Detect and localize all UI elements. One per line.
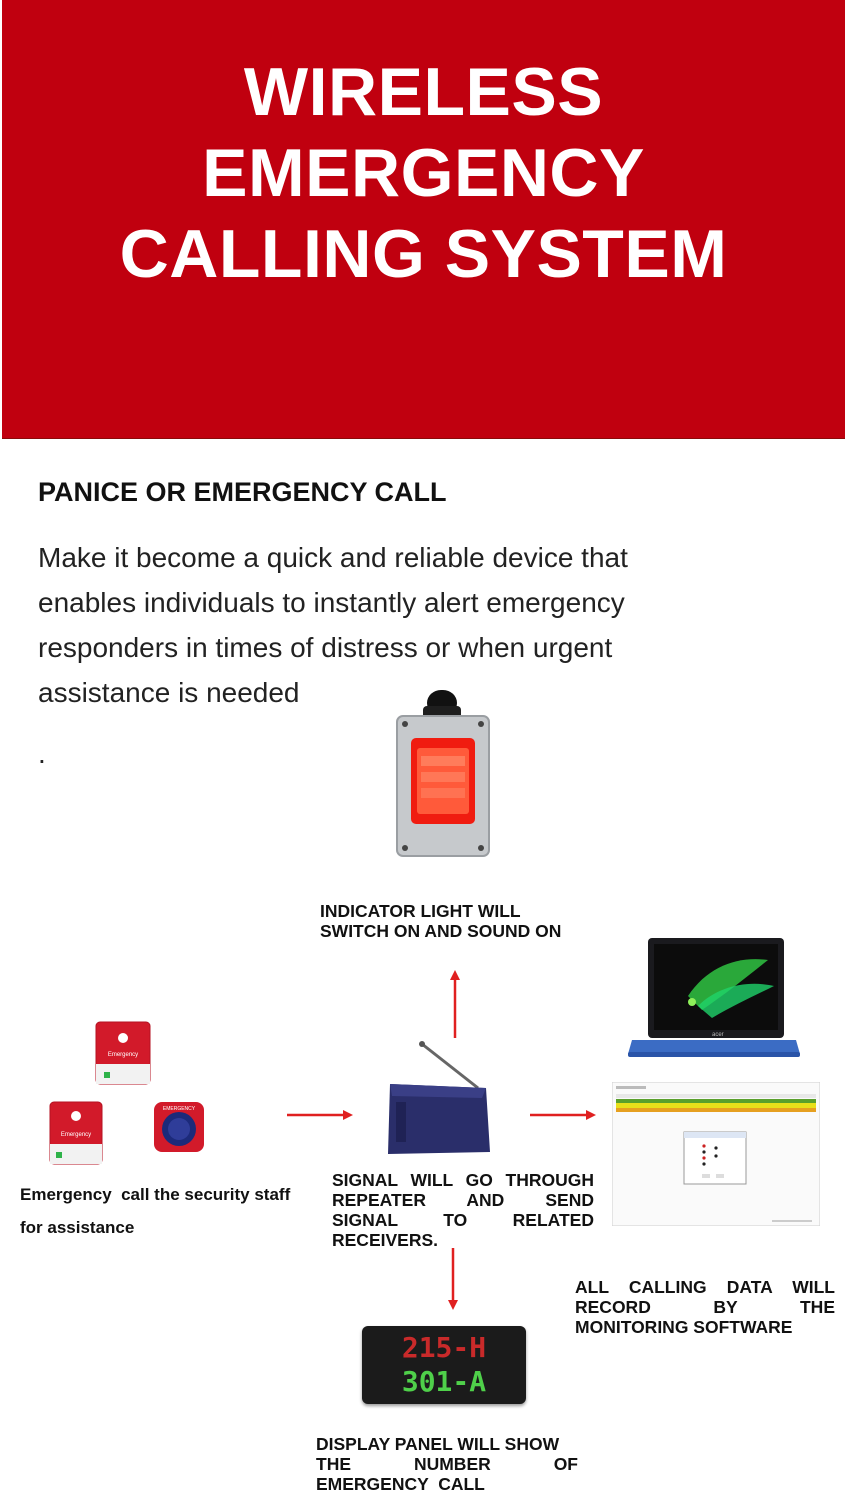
software-caption-line-3: MONITORING SOFTWARE [575,1317,793,1337]
emergency-buttons-image [44,1018,214,1168]
laptop-brand-label: acer [712,1032,724,1038]
repeater-caption-line-2: REPEATER AND SEND [332,1190,594,1210]
software-caption-line-1: ALL CALLING DATA WILL [575,1277,835,1297]
monitoring-software-image [612,1082,820,1226]
description-line-4: assistance is needed [38,677,300,708]
buttons-caption [20,1178,320,1244]
stray-dot: . [38,738,46,769]
display-value-2: 301-A [401,1365,487,1398]
banner-title-line-2: EMERGENCY [202,135,645,211]
software-caption [575,1277,835,1337]
repeater-caption-line-4: RECEIVERS. [332,1230,438,1250]
display-caption-line-2: THE NUMBER OF [316,1454,578,1474]
title-banner [2,0,845,439]
arrow-right-to-software [528,1108,598,1122]
repeater-caption-line-3: SIGNAL TO RELATED [332,1210,594,1230]
repeater-caption-line-1: SIGNAL WILL GO THROUGH [332,1170,594,1190]
description-line-3: responders in times of distress or when urgent [38,632,613,663]
banner-title-line-3: CALLING SYSTEM [119,216,728,292]
section-description [38,535,728,715]
arrow-up [448,968,462,1040]
banner-title-line-1: WIRELESS [243,54,604,130]
display-value-1: 215-H [401,1331,487,1364]
repeater-image [382,1040,494,1158]
buttons-caption-line-2: for assistance [20,1218,135,1237]
button-label-1: Emergency [107,1052,139,1058]
arrow-down [446,1246,460,1312]
laptop-image [628,936,800,1060]
section-title: PANICE OR EMERGENCY CALL [38,477,447,507]
button-label-3: EMERGENCY [162,1106,196,1112]
display-caption-line-1: DISPLAY PANEL WILL SHOW [316,1434,560,1454]
indicator-caption-line-2: SWITCH ON AND SOUND ON [320,921,562,941]
description-line-1: Make it become a quick and reliable device that [38,542,628,573]
display-caption-line-3: EMERGENCY CALL [316,1474,485,1494]
software-caption-line-2: RECORD BY THE [575,1297,835,1317]
display-caption [316,1434,578,1494]
description-line-2: enables individuals to instantly alert emergency [38,587,625,618]
button-label-2: Emergency [60,1132,92,1138]
buttons-caption-line-1: Emergency call the security staff [20,1185,291,1204]
display-panel-image [362,1326,526,1404]
indicator-light-image [393,686,493,858]
banner-title [2,52,845,295]
indicator-caption [320,901,580,941]
indicator-caption-line-1: INDICATOR LIGHT WILL [320,901,521,921]
repeater-caption [332,1170,594,1250]
arrow-right-to-repeater [285,1108,355,1122]
